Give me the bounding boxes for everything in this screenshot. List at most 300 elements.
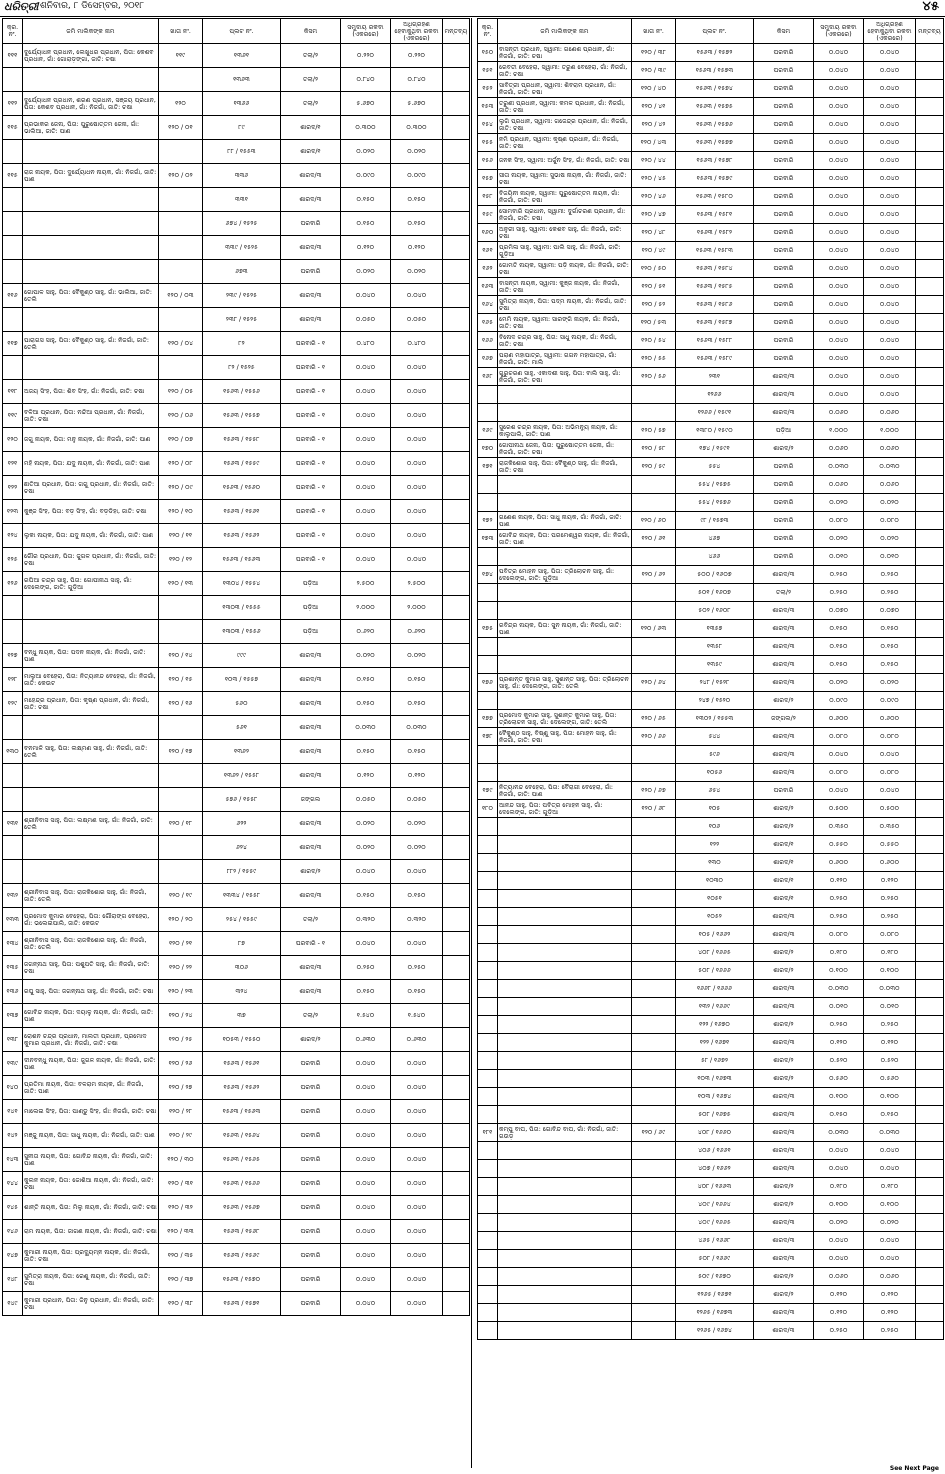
cell-total: ୦.୦୮୦	[814, 926, 864, 944]
cell-khata: ୧୨୦ / ୪୯	[632, 242, 676, 260]
cell-total: ୦.୮୪୦	[341, 68, 391, 92]
cell-name: କମ୍ପୁ ବାଘ, ପିତା: ଗୋବିନ୍ଦ ବାଘ, ଗାଁ: ନିଜଗାଁ, ଜାତି: ଗଉଡ଼	[498, 1124, 632, 1142]
table-row	[478, 1268, 944, 1286]
cell-total: ୦.୦୨୦	[814, 674, 864, 692]
column-header: ମନ୍ତବ୍ୟ	[443, 19, 470, 44]
cell-name: ଅନୁରୀ ସାହୁ, ସ୍ୱାମୀ: କେଶବ ସାହୁ, ଗାଁ: ନିଜଗାଁ, ଜାତି: ଚଷା	[498, 224, 632, 242]
cell-sl	[478, 890, 498, 908]
cell-khata	[632, 872, 676, 890]
cell-kisam: ଘରବାରି	[281, 1124, 341, 1148]
cell-name: ଶାନ୍ତି ନାୟକ, ପିତା: ମିଲୁ ନାୟକ, ଗାଁ: ନିଜଗାଁ, ଜାତି: ଚଷା	[23, 1196, 159, 1220]
cell-remarks	[443, 1148, 470, 1172]
cell-remarks	[916, 1214, 944, 1232]
cell-sl	[478, 656, 498, 674]
cell-sl	[3, 836, 23, 860]
cell-remarks	[443, 1028, 470, 1052]
cell-total: ୦.୦୪୦	[341, 932, 391, 956]
cell-khata	[632, 1034, 676, 1052]
cell-acq: ୦.୧୨୦	[864, 1034, 916, 1052]
cell-acq: ୦.୦୩୦	[864, 458, 916, 476]
cell-total: ୦.୨୫୦	[814, 890, 864, 908]
cell-name	[498, 872, 632, 890]
cell-remarks	[916, 746, 944, 764]
cell-remarks	[916, 80, 944, 98]
cell-kisam: ଘରବାରି	[281, 212, 341, 236]
cell-acq: ୦.୧୫୦	[391, 188, 443, 212]
cell-khata	[159, 212, 203, 236]
cell-khata: ୧୨୦ / ୩୯	[632, 62, 676, 80]
cell-khata	[632, 1178, 676, 1196]
cell-khata	[159, 188, 203, 212]
cell-acq: ୨.୫୦୦	[391, 572, 443, 596]
cell-acq: ୦.୫୬୦	[864, 1070, 916, 1088]
cell-total: ୦.୦୨୦	[341, 644, 391, 668]
cell-remarks	[916, 440, 944, 458]
cell-kisam: ଶାରଦ/୩	[281, 740, 341, 764]
cell-plot: ୧୫୬୩ / ୧୫୭୩	[676, 62, 754, 80]
cell-acq: ୦.୦୪୦	[864, 134, 916, 152]
cell-name	[498, 656, 632, 674]
cell-kisam: ଶାରଦ/୩	[754, 638, 814, 656]
cell-acq: ୦.୦୯୦	[864, 692, 916, 710]
cell-name	[498, 602, 632, 620]
cell-khata: ୧୨୦ / ୫୩	[632, 314, 676, 332]
cell-name	[498, 1088, 632, 1106]
cell-total: ୦.୧୨୦	[814, 1304, 864, 1322]
cell-acq: ୦.୨୫୦	[864, 1016, 916, 1034]
table-row	[478, 1214, 944, 1232]
table-row	[3, 476, 470, 500]
cell-khata	[159, 764, 203, 788]
cell-khata: ୧୨୦ / ୧୫	[159, 668, 203, 692]
cell-kisam: ଶାରଦ/୩	[754, 908, 814, 926]
cell-total: ୦.୦୪୦	[814, 332, 864, 350]
cell-acq: ୦.୦୪୦	[864, 170, 916, 188]
cell-remarks	[916, 242, 944, 260]
column-header: ପ୍ଲଟ ନଂ.	[676, 19, 754, 44]
cell-khata: ୧୨୦ / ୪୪	[632, 152, 676, 170]
table-row	[478, 674, 944, 692]
cell-plot: ୫୬୦	[203, 692, 281, 716]
cell-acq: ୦.୦୪୦	[864, 188, 916, 206]
table-row	[478, 458, 944, 476]
cell-name	[498, 1250, 632, 1268]
cell-khata: ୧୨୦ / ୫୫	[632, 350, 676, 368]
cell-plot: ୪୦୭ / ୧୬୬୨	[676, 1160, 754, 1178]
table-row	[3, 548, 470, 572]
cell-plot: ୫୬୧	[203, 716, 281, 740]
cell-sl	[478, 476, 498, 494]
cell-name: ପ୍ରତିମା ନାୟକ, ପିତା: ବଳରାମ ନାୟକ, ଗାଁ: ନିଜଗାଁ, ଜାତି: ପାଣ	[23, 1076, 159, 1100]
cell-name	[498, 386, 632, 404]
cell-plot: ୧୩୦୪ / ୧୫୫୪	[203, 572, 281, 596]
cell-kisam: ଜଙ୍ଗଲ	[281, 788, 341, 812]
cell-total: ୦.୧୫୦	[814, 638, 864, 656]
cell-remarks	[916, 206, 944, 224]
cell-khata: ୧୨୦ / ୬୮	[632, 800, 676, 818]
cell-kisam: ଘରବାରି - ୧	[281, 548, 341, 572]
cell-name: ଗୋପାଳ ସାହୁ, ପିତା: ବୈକୁଣ୍ଠ ସାହୁ, ଗାଁ: ଭାଲିଆ, ଜାତି: ତେଲି	[23, 284, 159, 308]
cell-sl: ୧୪୮	[3, 1268, 23, 1292]
cell-total: ୦.୦୪୦	[341, 1076, 391, 1100]
cell-sl	[478, 1106, 498, 1124]
cell-remarks	[443, 956, 470, 980]
page-dateline: ଶନିବାର, ୮ ଡିସେମ୍ବର, ୨୦୧୮	[40, 1, 145, 11]
cell-name: ରୋଶନ ଚନ୍ଦ୍ର ପ୍ରଧାନ, ମାଲତୀ ପ୍ରଧାନ, ପ୍ରମୋଦ କୁମାର ପ୍ରଧାନ, ଗାଁ: ନିଜଗାଁ, ଜାତି: ଚଷା	[23, 1028, 159, 1052]
cell-kisam: ଶାରଦ/୨	[754, 1268, 814, 1286]
table-row	[3, 1100, 470, 1124]
table-row	[478, 1088, 944, 1106]
cell-sl: ୧୨୬	[3, 572, 23, 596]
cell-plot: ୮୨ / ୧୫୨୫	[203, 356, 281, 380]
cell-kisam: ଶାରଦ/୩	[754, 368, 814, 386]
cell-total: ୦.୦୪୦	[341, 1292, 391, 1316]
cell-sl	[478, 908, 498, 926]
cell-khata: ୧୨୦ / ୫୯	[632, 458, 676, 476]
cell-acq: ୦.୧୮୦	[864, 944, 916, 962]
cell-khata: ୧୨୦ / ୬୩	[632, 620, 676, 638]
cell-name: ଗୋବିନ୍ଦ ନାୟକ, ପିତା: ପରମେଶ୍ୱର ନାୟକ, ଗାଁ: ନିଜଗାଁ, ଜାତି: ପାଣ	[499, 531, 630, 546]
cell-total: ୦.୦୪୦	[341, 1220, 391, 1244]
cell-kisam: ଶାରଦ/୩	[754, 1214, 814, 1232]
cell-kisam: ଘରବାରି	[281, 1076, 341, 1100]
table-header-row	[3, 19, 470, 44]
cell-name: ମାଲୁଆ ବେହେରା, ପିତା: ନିତ୍ୟାନନ୍ଦ ବେହେରା, ଗାଁ: ନିଜଗାଁ, ଜାତି: କେଉଟ	[23, 668, 159, 692]
cell-acq: ୦.୬୨୦	[391, 620, 443, 644]
cell-name: ଦୀନବନ୍ଧୁ ନାୟକ, ପିତା: ଜୁଗଳ ନାୟକ, ଗାଁ: ନିଜଗାଁ, ଜାତି: ପାଣ	[23, 1052, 159, 1076]
cell-name	[498, 1286, 632, 1304]
cell-name: ପ୍ରଶାନ୍ତ କୁମାର ସାହୁ, ସୁଶାନ୍ତ ସାହୁ, ପିତା: ତ୍ରିଲୋଚନ ସାହୁ, ଗାଁ: ଦେଲେଙ୍ଗ, ଜାତି: ତେଲି	[498, 674, 632, 692]
cell-kisam: ପଡ଼ିଆ	[281, 572, 341, 596]
cell-total: ୦.୦୪୦	[341, 284, 391, 308]
cell-kisam: ଶାରଦ/୩	[754, 1106, 814, 1124]
cell-plot: ୧୫୬୩ / ୧୫୬୨	[203, 524, 281, 548]
cell-sl: ୧୪୦	[3, 1076, 23, 1100]
cell-name: ଲୁକା ନାୟକ, ପିତା: ଯଦୁ ନାୟକ, ଗାଁ: ନିଜଗାଁ, ଜାତି: ପାଣ	[23, 524, 159, 548]
cell-kisam: ଶାରଦ/୩	[281, 836, 341, 860]
cell-plot: ୧୩୫୭	[676, 620, 754, 638]
cell-plot: ୧୨୬୫ / ୧୬୭୩	[676, 1304, 754, 1322]
cell-name: ସୁନୀତା ନାୟକ, ପିତା: ଗୋବିନ୍ଦ ନାୟକ, ଗାଁ: ନିଜଗାଁ, ଜାତି: ପାଣ	[23, 1148, 159, 1172]
table-row	[478, 584, 944, 602]
cell-kisam: ଶାରଦ/୩	[281, 884, 341, 908]
cell-remarks	[916, 908, 944, 926]
cell-kisam: ଶାରଦ/୨	[754, 1052, 814, 1070]
cell-khata	[632, 1088, 676, 1106]
cell-remarks	[443, 860, 470, 884]
cell-total: ୦.୦୪୦	[341, 524, 391, 548]
cell-remarks	[443, 68, 470, 92]
cell-plot: ୩୦୬	[203, 956, 281, 980]
cell-acq: ୦.୦୪୦	[391, 1148, 443, 1172]
cell-acq: ୦.୦୪୦	[864, 260, 916, 278]
cell-khata	[632, 1070, 676, 1088]
cell-total: ୦.୦୪୦	[341, 1268, 391, 1292]
cell-sl: ୧୩୫	[3, 956, 23, 980]
cell-total: ୦.୦୬୦	[814, 440, 864, 458]
cell-name	[23, 308, 159, 332]
cell-kisam: ଶାରଦ/୩	[754, 1304, 814, 1322]
cell-kisam: ଶାରଦ/୩	[754, 998, 814, 1016]
cell-name	[23, 764, 159, 788]
cell-kisam: ଘରବାରି	[754, 80, 814, 98]
table-row	[478, 692, 944, 710]
cell-name: ଜଗନ୍ନାଥ ସାହୁ, ପିତା: ପଶୁପତି ସାହୁ, ଗାଁ: ନିଜଗାଁ, ଜାତି: ଚଷା	[23, 956, 159, 980]
cell-remarks	[916, 1304, 944, 1322]
cell-kisam: ଶାରଦ/୨	[754, 692, 814, 710]
table-row	[478, 962, 944, 980]
cell-total: ୦.୦୧୦	[814, 998, 864, 1016]
cell-remarks	[916, 1232, 944, 1250]
cell-sl: ୧୨୦	[3, 428, 23, 452]
cell-kisam: ପଡ଼ିଆ	[281, 620, 341, 644]
cell-total: ୦.୦୪୦	[341, 404, 391, 428]
table-row	[478, 260, 944, 278]
cell-sl	[478, 1160, 498, 1178]
cell-name: କୁଞ୍ଜ ସିଂହ, ପିତା: ବଡ଼ ସିଂହ, ଗାଁ: ବଡ଼ଡିହା, ଜାତି: ଚଷା	[23, 500, 159, 524]
cell-khata	[632, 998, 676, 1016]
cell-acq: ୦.୪୮୦	[391, 332, 443, 356]
cell-sl	[478, 836, 498, 854]
cell-plot: ୧୫୬୩ / ୧୫୫୮	[203, 428, 281, 452]
cell-acq: ୦.୦୪୦	[864, 296, 916, 314]
cell-name	[498, 1016, 632, 1034]
cell-name	[498, 494, 632, 512]
cell-name: ଶ୍ରୀନିବାସ ସାହୁ, ପିତା: ରାଜକିଶୋର ସାହୁ, ଗାଁ: ନିଜଗାଁ, ଜାତି: ତେଲି	[23, 932, 159, 956]
cell-khata	[159, 788, 203, 812]
cell-plot: ୩୩୯ / ୧୫୨୫	[203, 236, 281, 260]
cell-total: ୦.୧୦୦	[814, 962, 864, 980]
cell-acq: ୦.୦୫୦	[391, 788, 443, 812]
table-row	[3, 1196, 470, 1220]
column-header: ସମୁଦାୟ ରକବା (ଏକରରେ)	[341, 19, 391, 44]
cell-khata: ୧୨୦ / ୨୮	[159, 1100, 203, 1124]
cell-name: ଜନକ ସିଂହ, ସ୍ୱାମୀ: ଅର୍ଜୁନ ସିଂହ, ଗାଁ: ନିଜଗାଁ, ଜାତି: ଚଷା	[498, 152, 632, 170]
cell-plot: ୮୮ / ୧୫୫୩	[203, 140, 281, 164]
cell-acq: ୦.୦୪୦	[391, 1052, 443, 1076]
table-row	[478, 494, 944, 512]
cell-khata	[632, 1250, 676, 1268]
table-row	[478, 1286, 944, 1304]
cell-plot: ୨୪୮ / ୧୫୨୮	[676, 674, 754, 692]
cell-acq: ୦.୦୪୦	[864, 62, 916, 80]
cell-khata	[159, 620, 203, 644]
cell-kisam: ଘରବାରି	[754, 296, 814, 314]
cell-sl	[478, 1286, 498, 1304]
cell-name	[498, 1322, 632, 1340]
cell-khata: ୧୨୦ / ୨୫	[159, 1028, 203, 1052]
cell-total: ୦.୧୨୦	[341, 236, 391, 260]
cell-name: ମହେନ୍ଦ୍ର ପ୍ରଧାନ, ପିତା: କୃଷ୍ଣ ପ୍ରଧାନ, ଗାଁ: ନିଜଗାଁ, ଜାତି: ଚଷା	[23, 692, 159, 716]
cell-plot: ୫୦୨ / ୧୬୦୮	[676, 602, 754, 620]
cell-name: ବାସନ୍ତୀ ପ୍ରଧାନ, ସ୍ୱାମୀ: ଗଣେଶ ପ୍ରଧାନ, ଗାଁ: ନିଜଗାଁ, ଜାତି: ଚଷା	[498, 44, 632, 62]
cell-acq: ୦.୦୨୦	[391, 836, 443, 860]
cell-plot: ୧୨୨ / ୧୬୭୧	[676, 1034, 754, 1052]
table-row	[3, 572, 470, 596]
cell-name	[498, 1196, 632, 1214]
cell-total: ୦.୦୩୦	[814, 1124, 864, 1142]
cell-remarks	[916, 404, 944, 422]
cell-khata	[632, 548, 676, 566]
cell-total: ୦.୧୫୦	[341, 212, 391, 236]
cell-acq: ୦.୧୫୦	[391, 668, 443, 692]
cell-sl	[478, 1052, 498, 1070]
cell-kisam: ଶାରଦ/୧	[281, 140, 341, 164]
table-row	[478, 656, 944, 674]
cell-acq: ୦.୨୫୦	[864, 890, 916, 908]
cell-total: ୦.୦୬୦	[814, 1268, 864, 1286]
cell-name	[498, 1052, 632, 1070]
cell-sl: ୧୩୮	[3, 1028, 23, 1052]
cell-name	[23, 140, 159, 164]
table-row	[478, 1250, 944, 1268]
cell-total: ୦.୨୫୦	[341, 956, 391, 980]
cell-khata	[632, 476, 676, 494]
cell-khata: ୧୨୦ / ୩୨	[159, 1196, 203, 1220]
cell-khata: ୧୨୦ / ୫୭	[632, 422, 676, 440]
cell-remarks	[916, 692, 944, 710]
cell-acq: ୦.୦୩୦	[864, 980, 916, 998]
cell-sl: ୧୬୩	[478, 278, 498, 296]
cell-acq: ୦.୩୨୦	[391, 908, 443, 932]
cell-name: ସାବିତ୍ରୀ ପ୍ରଧାନ, ସ୍ୱାମୀ: ଶିବରାମ ପ୍ରଧାନ, ଗାଁ: ନିଜଗାଁ, ଜାତି: ଚଷା	[498, 80, 632, 98]
cell-sl	[478, 854, 498, 872]
cell-khata: ୧୨୦ / ୨୪	[159, 1004, 203, 1028]
cell-total: ୦.୨୫୦	[814, 908, 864, 926]
table-row	[478, 782, 944, 800]
table-row	[478, 890, 944, 908]
cell-acq: ୦.୦୪୦	[391, 356, 443, 380]
cell-khata: ୧୨୦ / ୦୧	[159, 116, 203, 140]
cell-sl: ୧୩୭	[3, 1004, 23, 1028]
cell-sl: ୧୧୯	[3, 404, 23, 428]
cell-plot: ୧୩୬୨	[203, 740, 281, 764]
cell-acq: ୦.୨୨୦	[391, 44, 443, 68]
cell-name: ଗୁରୁଚରଣ ସାହୁ, ଏକାଦଶୀ ସାହୁ, ପିତା: ବାଲି ସାହୁ, ଗାଁ: ନିଜଗାଁ, ଜାତି: ଚଷା	[498, 368, 632, 386]
cell-kisam: ଘରବାରି	[754, 314, 814, 332]
cell-sl	[3, 188, 23, 212]
table-row	[3, 812, 470, 836]
cell-khata: ୧୨୦ / ୧୮	[159, 812, 203, 836]
table-row	[3, 308, 470, 332]
cell-name	[498, 854, 632, 872]
cell-sl	[3, 212, 23, 236]
cell-khata: ୧୨୦ / ୪୨	[632, 116, 676, 134]
cell-name	[23, 68, 159, 92]
cell-kisam: ତଲା/୨	[754, 584, 814, 602]
cell-name: ନମି ପ୍ରଧାନ, ସ୍ୱାମୀ: କୃଷ୍ଣ ପ୍ରଧାନ, ଗାଁ: ନିଜଗାଁ, ଜାତି: ଚଷା	[498, 134, 632, 152]
cell-name: ତରୁଣୀ ପ୍ରଧାନ, ସ୍ୱାମୀ: କମଳ ପ୍ରଧାନ, ଗାଁ: ନିଜଗାଁ, ଜାତି: ଚଷା	[498, 98, 632, 116]
cell-remarks	[916, 1070, 944, 1088]
cell-acq: ୦.୦୪୦	[864, 80, 916, 98]
cell-khata: ୧୨୦ / ୦୬	[159, 404, 203, 428]
cell-plot: ୪୦୮ / ୧୬୬୦	[676, 1124, 754, 1142]
table-row	[478, 314, 944, 332]
table-row	[3, 452, 470, 476]
table-row	[3, 860, 470, 884]
cell-khata	[632, 818, 676, 836]
cell-khata	[159, 260, 203, 284]
cell-total: ୦.୦୪୦	[814, 242, 864, 260]
cell-remarks	[916, 512, 944, 530]
cell-total: ୦.୦୪୦	[814, 1250, 864, 1268]
cell-name	[23, 860, 159, 884]
cell-sl	[478, 1034, 498, 1052]
cell-sl: ୧୪୩	[3, 1148, 23, 1172]
cell-plot: ୧୦୫୩ / ୧୫୫୦	[203, 1028, 281, 1052]
cell-sl: ୧୬୯	[478, 422, 498, 440]
cell-total: ୦.୦୪୦	[341, 1196, 391, 1220]
cell-total: ୦.୧୫୦	[341, 740, 391, 764]
cell-remarks	[443, 716, 470, 740]
cell-kisam: ଶାରଦ/୩	[281, 644, 341, 668]
cell-kisam: ଶାରଦ/୩	[754, 980, 814, 998]
cell-name	[498, 1070, 632, 1088]
cell-khata	[632, 836, 676, 854]
cell-acq: ୦.୦୪୦	[391, 476, 443, 500]
cell-name	[498, 638, 632, 656]
cell-acq: ୦.୧୨୦	[864, 1304, 916, 1322]
table-row	[478, 98, 944, 116]
cell-kisam: ଶାରଦ/୨	[754, 1070, 814, 1088]
cell-name: ପବିତ୍ର ମୋହନ ସାହୁ, ପିତା: ତ୍ରିଲୋଚନ ସାହୁ, ଗାଁ: ଦେଲେଙ୍ଗ, ଜାତି: ଗୁଡ଼ିଆ	[498, 566, 632, 584]
cell-acq: ୦.୫୦୦	[864, 800, 916, 818]
column-divider	[471, 18, 472, 1468]
cell-remarks	[916, 386, 944, 404]
cell-khata	[632, 746, 676, 764]
cell-name: ଅଜୟ ସିଂହ, ପିତା: ଶିବ ସିଂହ, ଗାଁ: ନିଜଗାଁ, ଜାତି: ଚଷା	[23, 380, 159, 404]
column-header: ଜମି ମାଲିକଙ୍କ ନାମ	[23, 19, 159, 44]
cell-kisam: ଘରବାରି	[281, 1100, 341, 1124]
cell-khata: ୧୨୦ / ୬୫	[632, 710, 676, 728]
cell-remarks	[443, 284, 470, 308]
see-next-page: See Next Page	[889, 1465, 939, 1472]
cell-plot: ୧୩୬୩	[203, 68, 281, 92]
cell-khata: ୧୨୦ / ୪୫	[632, 170, 676, 188]
cell-kisam: ଘରବାରି	[281, 1220, 341, 1244]
table-row	[478, 1070, 944, 1088]
cell-plot: ୪୦୯ / ୧୬୬୫	[676, 1214, 754, 1232]
cell-total: ୦.୧୫୦	[341, 884, 391, 908]
table-row	[3, 524, 470, 548]
table-row	[478, 404, 944, 422]
cell-acq: ୦.୦୨୦	[864, 494, 916, 512]
cell-sl: ୧୧୬	[3, 284, 23, 308]
cell-total: ୦.୧୫୦	[341, 980, 391, 1004]
cell-kisam: ଶାରଦ/୩	[281, 980, 341, 1004]
cell-khata	[632, 1016, 676, 1034]
cell-plot: ୧୦୩ / ୧୫୫୭	[203, 668, 281, 692]
cell-remarks	[916, 1322, 944, 1340]
cell-remarks	[443, 404, 470, 428]
cell-plot: ୫୦୮ / ୧୬୭୫	[676, 1106, 754, 1124]
cell-sl	[478, 1304, 498, 1322]
cell-plot: ୫୦୧ / ୧୬୦୭	[676, 584, 754, 602]
cell-remarks	[443, 1244, 470, 1268]
cell-khata: ୧୨୦ / ୫୮	[632, 440, 676, 458]
cell-khata	[159, 596, 203, 620]
table-row	[3, 980, 470, 1004]
cell-acq: ୦.୬୦୦	[864, 710, 916, 728]
cell-sl: ୧୫୧	[478, 62, 498, 80]
cell-kisam: ଶାରଦ/୩	[754, 1034, 814, 1052]
cell-total: ୦.୧୨୦	[814, 872, 864, 890]
cell-remarks	[443, 476, 470, 500]
cell-name: ସୁମିତ୍ରା ନାୟକ, ପିତା: ପଦ୍ମ ନାୟକ, ଗାଁ: ନିଜଗାଁ, ଜାତି: ଚଷା	[498, 296, 632, 314]
cell-plot: ୧୨୨	[676, 836, 754, 854]
cell-total: ୦.୫୬୦	[814, 1070, 864, 1088]
cell-remarks	[916, 188, 944, 206]
